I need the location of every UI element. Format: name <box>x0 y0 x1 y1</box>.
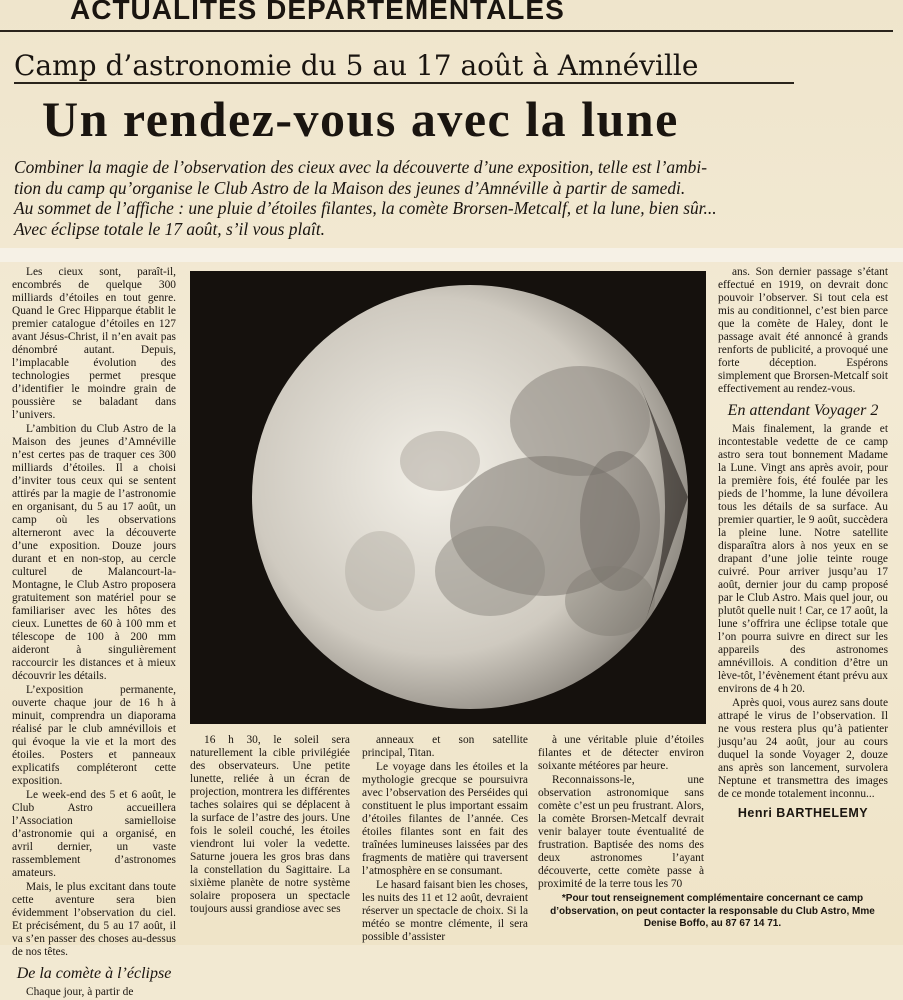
paragraph: 16 h 30, le soleil sera naturellement la cible privilégiée des observateurs. Une petite lunette, reliée à un écran de projection, montrera les différentes taches solaires qui se déplacent à la surface de l’astre des jours. Une fois le soleil couché, les étoiles viendront lui voler la vedette. Saturne jouera les gros bras dans la constellation du Sagittaire. La sixième planète de notre système solaire proposera un spectacle toujours aussi grandiose avec ses <box>190 734 350 915</box>
paragraph: Mais, le plus excitant dans toute cette aventure sera bien évidemment l’observation du ciel. Et précisément, du 5 au 17 août, il va s’en passer des choses au-dessus de nos têtes. <box>12 881 176 958</box>
paragraph: Le hasard faisant bien les choses, les nuits des 11 et 12 août, devraient réserver un spectacle de choix. Si la météo se montre clémente, il sera possible d’assister <box>362 879 528 943</box>
paragraph: L’ambition du Club Astro de la Maison des jeunes d’Amnéville n’est certes pas de traquer ces 300 milliards d’étoiles. Il a choisi d’inviter tous ceux qui se sentent attirés par la magie de l’astronomie en organisant, du 5 au 17 août, un camp où les observations alterneront avec la découverte d’une exposition. Douze jours durant et en non-stop, au cercle culturel de Malancourt-la-Montagne, le Club Astro proposera gratuitement son matériel pour se familiariser avec les hôtes des cieux. Lunettes de 60 à 100 mm et télescope de 100 à 200 mm aideront à singulièrement raccourcir les distances et à mieux découvrir les détails. <box>12 423 176 682</box>
section-heading: ACTUALITES DEPARTEMENTALES <box>70 0 565 25</box>
lead-line: Au sommet de l’affiche : une pluie d’étoiles filantes, la comète Brorsen-Metcalf, et la lune, bien sûr... <box>14 198 717 218</box>
paragraph: L’exposition permanente, ouverte chaque jour de 16 h à minuit, comprendra un diaporama réalisé par le club amnévillois et qui évoque la vie et la mort des étoiles. Posters et panneaux explicatifs compléteront cette exposition. <box>12 684 176 787</box>
column-4 <box>538 734 704 892</box>
paragraph: Chaque jour, à partir de <box>26 986 134 998</box>
column-1 <box>12 266 176 1000</box>
column-2 <box>190 734 350 917</box>
column-5 <box>718 266 888 820</box>
subheading: De la comète à l’éclipse <box>16 965 172 982</box>
paragraph: anneaux et son satellite principal, Titan. <box>362 734 528 759</box>
author-signature: Henri BARTHELEMY <box>737 806 869 820</box>
paragraph: Mais finalement, la grande et incontestable vedette de ce camp astro sera tout bonnement Madame la Lune. Vingt ans après avoir, pour la première fois, été foulée par les pieds de l’homme, la lune dévoilera tous les détails de sa surface. Au premier quartier, le 9 août, succèdera la pleine lune. Notre satellite disparaîtra alors à nos yeux en se drapant d’une jolie teinte rouge cuivré. Pour arriver jusqu’au 17 août, dernier jour du camp proposé par le Club Astro. Mais quel jour, ou plutôt quelle nuit ! Car, ce 17 août, la lune s’offrira une éclipse totale que l’on pourra suivre en direct sur les appareils des astronomes amnévillois. A condition d’être un lève-tôt, l’évènement étant prévu aux environs de 4 h 20. <box>718 423 888 695</box>
lead-line: Avec éclipse totale le 17 août, s’il vous plaît. <box>14 218 326 239</box>
header-rule <box>0 30 893 32</box>
lead-line: tion du camp qu’organise le Club Astro de la Maison des jeunes d’Amnéville à partir de samedi. <box>14 177 686 198</box>
clipping-gap <box>0 248 903 262</box>
lead-line: Combiner la magie de l’observation des cieux avec la découverte d’une exposition, telle est l’ambi- <box>14 157 708 177</box>
column-3 <box>362 734 528 945</box>
kicker: Camp d’astronomie du 5 au 17 août à Amnéville <box>14 49 699 82</box>
paragraph: Le week-end des 5 et 6 août, le Club Astro accueillera l’Association samielloise d’astronomie qui a organisé, en avril dernier, un vaste rassemblement d’astronomes amateurs. <box>12 789 176 879</box>
paragraph: ans. Son dernier passage s’étant effectué en 1919, on devrait donc pouvoir l’observer. Si tout cela est mis au conditionnel, c’est bien parce que la comète de Haley, dont le passage avait été annoncé à grands renforts de publicité, a provoqué une forte déception. Espérons simplement que Brorsen-Metcalf soit effectivement au rendez-vous. <box>718 266 888 395</box>
paragraph: Reconnaissons-le, une observation astronomique sans comète c’est un peu frustrant. Alors, la comète Brorsen-Metcalf devrait venir balayer toute éventualité de frustration. Baptisée des noms des deux astronomes l’ayant découverte, cette comète passe à proximité de la terre tous les 70 <box>538 774 704 890</box>
headline: Un rendez-vous avec la lune <box>42 91 679 147</box>
paragraph: Les cieux sont, paraît-il, encombrés de quelque 300 milliards d’étoiles en tout genre. Quand le Grec Hipparque établit le premier catalogue d’étoiles en 127 avant Jésus-Christ, il n’en avait pas dénombré autant. Depuis, l’implacable évolution des technologies permet presque d’identifier le moindre grain de poussière se baladant dans l’univers. <box>12 266 176 421</box>
paragraph: Le voyage dans les étoiles et la mythologie grecque se poursuivra avec l’observation des Perséides qui constituent le plus important essaim d’étoiles filantes de l’année. Ces étoiles filantes sont en fait des traînées lumineuses laissées par des fragments de matière qui traversent l’atmosphère en se consumant. <box>362 761 528 877</box>
lead-paragraph <box>14 157 886 239</box>
paragraph: à une véritable pluie d’étoiles filantes et de détecter environ soixante météores par heure. <box>538 734 704 772</box>
paragraph: Après quoi, vous aurez sans doute attrapé le virus de l’observation. Il ne vous restera plus qu’à patienter jusqu’au 24 août, jour au cours duquel la sonde Voyager 2, douze ans après son lancement, survolera Neptune et transmettra des images de ce monde totalement inconnu... <box>718 697 888 800</box>
kicker-rule <box>14 82 794 84</box>
subheading: En attendant Voyager 2 <box>727 402 879 419</box>
footnote: *Pour tout renseignement complémentaire concernant ce camp d’observation, on peut contacter la responsable du Club Astro, Mme Denise Boffo, au 87 67 14 71. <box>550 893 875 929</box>
moon-photo <box>190 271 706 724</box>
